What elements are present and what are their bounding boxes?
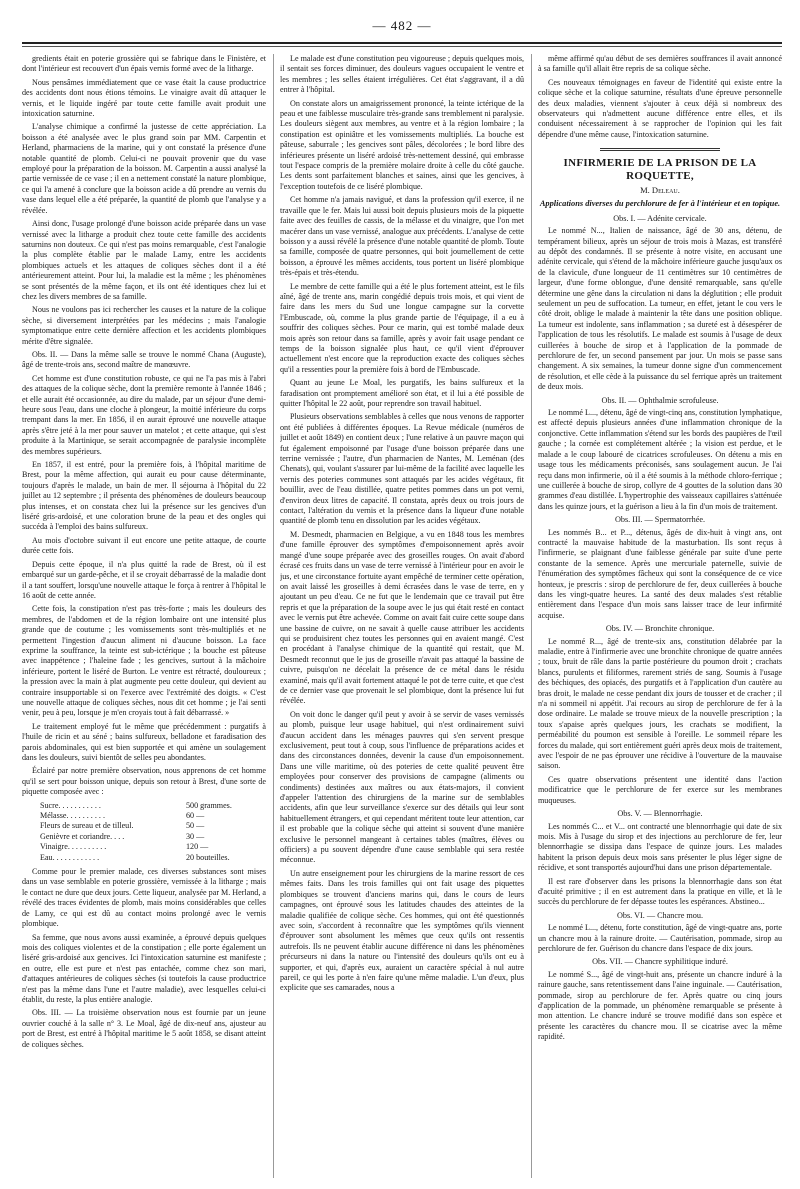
paragraph: On constate alors un amaigrissement prononcé, la teinte ictérique de la peau et une faiblesse musculaire très-grande sans tremblement ni paralysie. Les douleurs siègent aux membres, au ventre et à la région lombaire ; la constipation est opiniâtre et les vomissements multipliés. La bouche est pâteuse, saburrale ; les gencives sont pâles, décolorées ; le bord libre des inférieures présente un liséré ardoisé très-nettement dessiné, qui embrasse tout l'espace compris de la première molaire droite à celle du côté gauche. Les dents sont parfaitement blanches et saines, ainsi que les gencives, à l'exception toutefois de ce liséré plombique.	[280, 98, 524, 191]
paragraph: Quant au jeune Le Moal, les purgatifs, les bains sulfureux et la faradisation ont promptement amélioré son état, et il lui a été possible de quitter l'hôpital le 22 août, pour reprendre son travail habituel.	[280, 378, 524, 408]
observation-heading: Obs. VII. — Chancre syphilitique induré.	[592, 957, 728, 967]
paragraph: même affirmé qu'au début de ses dernières souffrances il avait annoncé à sa famille qu'il allait être repris de sa colique sèche.	[538, 54, 782, 74]
paragraph: Un autre enseignement pour les chirurgiens de la marine ressort de ces mêmes faits. Dans les trois familles qui ont fait usage des piquettes plombiques se trouvent d'anciens marins qui, dans le cours de leurs campagnes, ont éprouvé sous les latitudes chaudes des atteintes de la maladie qualifiée de colique sèche. Ces hommes, qui ont été questionnés avec soin, s'accordent à reconnaître que les symptômes qu'ils viennent d'éprouver sont absolument les mêmes que ceux qu'ils ont ressentis autrefois. Ils ne peuvent établir aucune différence ni dans les phénomènes précurseurs ni dans la nature ou l'intensité des douleurs qu'ils ont eu à supporter, et qui, d'après eux, auraient un caractère spécial à nul autre pareil, ce qui les porte à n'en faire qu'une même maladie. L'un d'eux, plus explicite que ses camarades, nous a	[280, 868, 524, 993]
paragraph: Plusieurs observations semblables à celles que nous venons de rapporter ont été publiées à différentes époques. La Revue médicale (numéros de juillet et août 1849) en contient deux ; l'une relative à un pauvre maçon qui fut également empoisonné par l'usage d'une boisson préparée dans une terrine vernissée ; l'autre, d'un pharmacien de Nantes, M. Leménan (des Chenats), qui, voulant s'assurer par lui-même de la facilité avec laquelle les vernis des poteries communes sont attaqués par les acides végétaux, fit bouillir, avec de l'eau distillée, quatre petites pommes dans un pot verni, d'environ deux litres de capacité. Il constata, après deux ou trois jours de contact, l'altération du vernis et la présence dans la liqueur d'une notable quantité de plomb tenu en dissolution par les acides végétaux.	[280, 412, 524, 526]
article-title: INFIRMERIE DE LA PRISON DE LA ROQUETTE,	[563, 157, 757, 183]
paragraph: L'analyse chimique a confirmé la justesse de cette appréciation. La boisson a été analysée avec le plus grand soin par MM. Carpentin et Herland, pharmaciens de la marine, qui y ont constaté la présence d'une notable quantité de plomb. Celui-ci ne pouvait provenir que du vase employé pour la préparation de la boisson. M. Carpentin a aussi analysé la partie vernissée de ce vase ; il en a nettement constaté la nature plombique, ce qui l'a amené à conclure que la boisson acide a dû prendre au vernis du vase dans lequel elle a été préparée, la quantité de plomb que l'analyse y a révélée.	[22, 122, 266, 215]
recipe-row: Genièvre et coriandre. . . . 30 —	[40, 831, 205, 841]
paragraph: Il est rare d'observer dans les prisons la blennorrhagie dans son état d'acuité primitive ; il en est autrement dans la pratique en ville, et là le succès du perchlorure de fer dépasse toutes les espérances. Abstineo...	[538, 876, 782, 907]
paragraph: Le malade est d'une constitution peu vigoureuse ; depuis quelques mois, il sentait ses forces diminuer, des douleurs vagues occupaient le ventre et les membres ; les selles étaient irrégulières. Cet état s'aggravant, il a dû entrer à l'hôpital.	[280, 54, 524, 95]
paragraph: Ainsi donc, l'usage prolongé d'une boisson acide préparée dans un vase vernissé avec la litharge a produit chez toute cette famille des accidents saturnins non douteux. Ce qui n'est pas moins remarquable, c'est l'analogie la plus complète établie par le malade Lamy, entre les accidents plombiques actuels et les attaques de coliques sèches dont il a été antérieurement atteint. Pour lui, la maladie est la même ; les phénomènes se sont présentés de la même façon, et ils ont été identiques chez lui et chez les divers membres de sa famille.	[22, 219, 266, 301]
recipe-row: Sucre. . . . . . . . . . . 500 grammes.	[40, 800, 232, 810]
paragraph: Ces nouveaux témoignages en faveur de l'identité qui existe entre la colique sèche et la colique saturnine, résultats d'une épreuve personnelle des deux maladies, viennent s'ajouter à ceux déjà si nombreux des observateurs qui n'admettent aucune différence entre elles, et ils conduisent nécessairement à se rapprocher de l'opinion qui les fait dépendre d'une même cause, l'intoxication saturnine.	[538, 77, 782, 139]
paragraph: Le membre de cette famille qui a été le plus fortement atteint, est le fils aîné, âgé de trente ans, marin congédié depuis trois mois, et qui vient de faire dans les mers du Sud une longue campagne sur la corvette l'Embuscade, où, comme la plus grande partie de l'équipage, il a eu à souffrir des coliques sèches. Pour ce marin, qui est tombé malade deux mois après son retour dans sa famille, après y avoir fait usage pendant ce temps de la boisson signalée plus haut, ce qu'il vient d'éprouver actuellement n'est encore que la reproduction exacte des coliques sèches qu'il a ressenties pour la première fois à bord de l'Embuscade.	[280, 281, 524, 374]
observation-heading: Obs. II. — Ophthalmie scrofuleuse.	[601, 395, 719, 405]
observation-heading: Obs. IV. — Bronchite chronique.	[605, 624, 715, 634]
observation-paragraph: Obs. II. — Dans la même salle se trouve le nommé Chana (Auguste), âgé de trente-trois ans, second maître de manœuvre.	[22, 349, 266, 370]
column-right	[538, 54, 782, 1178]
paragraph: Éclairé par notre première observation, nous apprenons de cet homme qu'il se sert pour boisson unique, depuis son retour à Brest, d'une sorte de piquette composée avec :	[22, 766, 266, 797]
paragraph: Le traitement employé fut le même que précédemment : purgatifs à l'huile de ricin et au séné ; bains sulfureux, belladone et faradisation des parois abdominales, qui est bien supportée et qui amène un soulagement dans les douleurs, suivi bientôt de selles peu abondantes.	[22, 721, 266, 762]
column-divider	[531, 54, 532, 1178]
paragraph: Nous ne voulons pas ici rechercher les causes et la nature de la colique sèche, si diversement interprétées par les médecins ; mais l'analogie symptomatique entre cette dernière affection et les accidents plombiques mérite d'être signalée.	[22, 305, 266, 346]
section-divider	[600, 148, 720, 151]
recipe-row: Fleurs de sureau et de tilleul. 50 —	[40, 821, 205, 831]
text-columns	[22, 54, 782, 1178]
column-middle	[280, 54, 524, 1178]
observation-heading: Obs. VI. — Chancre mou.	[616, 910, 704, 920]
header-rule-thin	[22, 46, 782, 47]
paragraph: gredients était en poterie grossière qui se fabrique dans le Finistère, et dont l'intérieur est recouvert d'un épais vernis formé avec de la litharge.	[22, 54, 266, 74]
paragraph: M. Desmedt, pharmacien en Belgique, a vu en 1848 tous les membres d'une famille éprouver des symptômes d'empoisonnement après avoir mangé d'une soupe préparée avec des groseilles rouges. On avait d'abord écrasé ces fruits dans un vase de terre vernissé à l'intérieur pour en avoir le jus, et une circonstance fortuite ayant empêché de terminer cette opération, on avait laissé les groseilles à demi écrasées dans le vase de terre, en y ajoutant un peu d'eau. Ce ne fut que le lendemain que ce travail put être repris et que la préparation de la soupe avec le jus qui était resté en contact avec le vernis put être achevée. Comme on avait fait cuire cette soupe dans une bassine de cuivre, on ne savait à quelle cause attribuer les accidents qui se produisirent chez toutes les personnes qui en avaient mangé. C'est en procédant à l'analyse chimique de la quantité qui restait, que M. Desmedt reconnut que le jus de groseille n'avait pas attaqué la bassine de cuivre, puisqu'on ne décelait la présence de ce métal dans le résidu examiné, mais qu'il avait fortement attaqué le pot de terre cuite, et que c'est de ce dernier vase que provenait le sel plombique, dont la présence lui fut révélée.	[280, 529, 524, 706]
observation-paragraph: Obs. III. — La troisième observation nous est fournie par un jeune ouvrier couché à la salle n° 3. Le Moal, âgé de dix-neuf ans, ajusteur au port de Brest, est entré à l'hôpital maritime le 5 août 1858, se disant atteint de coliques sèches.	[22, 1008, 266, 1049]
page-number: — 482 —	[372, 18, 432, 33]
paragraph: Nous pensâmes immédiatement que ce vase était la cause productrice des accidents dont nous étions témoins. Le vinaigre avait dû attaquer le vernis, et le liquide ingéré par toute cette famille avait produit une intoxication saturnine.	[22, 77, 266, 119]
article-author: M. Deleau.	[640, 185, 680, 196]
header-rule	[22, 42, 782, 44]
paragraph: Cet homme n'a jamais navigué, et dans la profession qu'il exerce, il ne travaille que le fer. Mais lui aussi boit depuis plusieurs mois de la piquette faite avec des feuilles de cassis, de la mélasse et du vinaigre, que l'on met macérer dans un vase vernissé, analogue aux précédents. L'analyse de cette boisson y a aussi révélé la présence d'une notable quantité de plomb. Toute sa famille, composée de quatre personnes, qui boit journellement de cette boisson, a éprouvé les mêmes accidents, tous portent un liséré plombique très-épais et très-étendu.	[280, 195, 524, 278]
observation-heading: Obs. V. — Blennorrhagie.	[617, 809, 703, 819]
paragraph: Cet homme est d'une constitution robuste, ce qui ne l'a pas mis à l'abri des attaques de la colique sèche, dont la première remonte à l'année 1846 ; et elle aurait été occasionnée, au dire du malade, par un séjour d'une demi-heure sous l'eau, dans une cloche à plongeur, la moitié inférieure du corps trempant dans la mer. En 1856, il en aurait éprouvé une nouvelle attaque après s'être jeté à la mer pour sauver un matelot ; et cette attaque, qui s'est produite à la Martinique, se serait accompagnée de paralysie incomplète des membres supérieurs.	[22, 373, 266, 456]
journal-page	[22, 18, 782, 1178]
paragraph: Depuis cette époque, il n'a plus quitté la rade de Brest, où il est embarqué sur un garde-pêche, et il se croyait débarrassé de la maladie dont il a tant souffert, lorsqu'une nouvelle attaque le força à rentrer à l'hôpital le 16 août de cette année.	[22, 559, 266, 600]
paragraph: Sa femme, que nous avons aussi examinée, a éprouvé depuis quelques mois des coliques violentes et de la constipation ; elle porte également un liséré gris-ardoisé aux gencives. Ici l'intoxication saturnine est manifeste ; en outre, elle est pure et n'est pas entachée, comme chez son mari, d'attaques antérieures de coliques sèches (si toutefois la cause productrice n'est pas la même dans l'une et l'autre maladie), avec lesquelles celui-ci établit, du reste, la plus entière analogie.	[22, 932, 266, 1004]
paragraph: Les nommés B... et P..., détenus, âgés de dix-huit à vingt ans, ont contracté la mauvaise habitude de la masturbation. Ils sont reçus à l'infirmerie, se plaignant d'une faiblesse générale par suite d'une perte constante de la semence. Après une mercuriale paternelle, suivie de l'énumération des symptômes fâcheux qui sont la conséquence de ce vice honteux, je prescris : sirop de perchlorure de fer, deux cuillerées à bouche dans les vingt-quatre heures. La santé des deux malades s'est rétablie entièrement dans l'espace d'un mois sans laisser trace de leur infirmité acquise.	[538, 527, 782, 620]
paragraph: Les nommés C... et V... ont contracté une blennorrhagie qui date de six mois. Mis à l'usage du sirop et des injections au perchlorure de fer, leur blennorrhagie se dissipa dans l'espace de quinze jours. Les malades habitent la prison depuis deux mois sans présenter le plus léger signe de récidive, et sont transportés aujourd'hui dans une prison départementale.	[538, 821, 782, 873]
paragraph: Le nommé L..., détenu, âgé de vingt-cinq ans, constitution lymphatique, est affecté depuis plusieurs années d'une inflammation chronique de la conjonctive. Cette inflammation s'étend sur les bords des paupières de l'œil gauche ; la cornée est complétement altérée ; la vision est perdue, et le malade a le coup labouré de cicatrices scrofuleuses. On détenu a mis en usage tous les médicaments préconisés, sans soulagement aucun. Je l'ai reçu dans mon infirmerie, où il a été soumis à la méthode chloro-ferrique ; une cuillerée à bouche de sirop, collyre de 4 gouttes de la solution dans 30 grammes d'eau distillée. L'hypertrophie des vaisseaux capillaires s'atténuée dans les quinze jours, et la guérison a lieu à la fin d'un mois de traitement.	[538, 408, 782, 511]
column-divider	[273, 54, 274, 1178]
recipe-row: Eau. . . . . . . . . . . . 20 bouteilles.	[40, 852, 230, 862]
recipe-row: Mélasse. . . . . . . . . . 60 —	[40, 811, 205, 821]
paragraph: Le nommé S..., âgé de vingt-huit ans, présente un chancre induré à la rainure gauche, sans retentissement dans l'aine inguinale. — Cautérisation, pommade, sirop au perchlorure de fer. Après quatre ou cinq jours d'application de la pommade, un phénomène remarquable se présente à mon attention. Le chancre induré se trouve modifié dans son espèce et présente les caractères du chancre mou. Il se cicatrise avec la même rapidité.	[538, 969, 782, 1042]
recipe-list	[40, 801, 266, 863]
observation-heading: Obs. I. — Adénite cervicale.	[613, 213, 707, 223]
paragraph: On voit donc le danger qu'il peut y avoir à se servir de vases vernissés au plomb, puisque leur usage habituel, qui n'est ordinairement suivi d'aucun accident dans les ménages pauvres qui s'en servent presque exclusivement, peut tout à coup, sous l'influence de préparations acides et dans des circonstances données, devenir la cause d'un empoisonnement. Dans une ville maritime, où des poteries de cette qualité peuvent être employées pour conserver des provisions de campagne (aliments ou condiments) destinées aux maîtres ou aux états-majors, il convient d'appeler l'attention des chirurgiens de la marine sur de semblables accidents, afin que leur surveillance s'exerce sur des détails qui leur sont habituellement étrangers, et qui cependant méritent toute leur attention, car il est probable que la colique sèche qui atteint si souvent d'une manière exclusive le personnel mangeant à certaines tables (maîtres, élèves ou officiers) a pu souvent dépendre d'une cause semblable qui sera restée méconnue.	[280, 709, 524, 865]
paragraph: Au mois d'octobre suivant il eut encore une petite attaque, de courte durée cette fois.	[22, 535, 266, 556]
observation-heading: Obs. III. — Spermatorrhée.	[614, 515, 706, 525]
paragraph: Le nommé R..., âgé de trente-six ans, constitution délabrée par la maladie, entre à l'infirmerie avec une bronchite chronique de quatre années ; toux, bruit de râle dans la partie postérieure du poumon droit ; crachats blancs, purulents et filiformes, rarement striés de sang. Soumis à l'usage des béchiques, des opiacés, des purgatifs et à l'application d'un cautère au bras droit, le malade ne cesse pendant dix jours de tousser et de cracher ; il n'a ni sommeil ni appétit. J'ai recours au sirop de perchlorure de fer à la dose ordinaire. Le malade se trouve mieux de la nouvelle prescription ; la toux s'apaise après quelques jours, les crachats se modifient, la perméabilité du poumon est sensible à l'oreille. Le sommeil répare les forces du malade, qui sort entièrement guéri après deux mois de traitement, avec l'espoir de ne pas éprouver une récidive à l'ouverture de la mauvaise saison.	[538, 636, 782, 771]
recipe-row: Vinaigre. . . . . . . . . . 120 —	[40, 842, 209, 852]
paragraph: En 1857, il est entré, pour la première fois, à l'hôpital maritime de Brest, pour la même affection, qui aurait eu pour cause déterminante, toujours d'après le malade, un bain de mer. Il séjourna à l'hôpital du 22 juillet au 12 septembre ; il présenta des phénomènes de douleurs beaucoup plus intenses, et on constata chez lui la présence sur les gencives d'un liséré gris-ardoisé, et une coloration brune de la peau et des ongles qui succéda à l'emploi des bains sulfureux.	[22, 460, 266, 532]
paragraph: Ces quatre observations présentent une identité dans l'action modificatrice que le perchlorure de fer exerce sur les membranes muqueuses.	[538, 774, 782, 805]
paragraph: Le nommé N..., Italien de naissance, âgé de 30 ans, détenu, de tempérament bilieux, après un séjour de trois mois à Mazas, est transféré au dépôt des condamnés. Il se présente à notre visite, en accusant une adénite cervicale, qui s'étend de la mâchoire inférieure gauche jusqu'aux os de la clavicule, d'une longueur de 11 centimètres sur 10 centimètres de largeur, d'une forme oblongue, d'une densité remarquable, sans qu'elle détermine une gêne dans la circulation ni dans la déglutition ; elle produit seulement un peu de suffocation. La tumeur, en effet, jetant le cou vers le côté droit, oblige le malade à maintenir la tête dans une position oblique. La tumeur est indolente, sans inflammation ; sa dureté est à désespérer de l'application de tous les résolutifs. Le malade est soumis à l'usage de deux cuillerées à bouche de sirop et à l'application de la pommade de perchlorure de fer, un second pansement par jour. Un mois se passe sans changement. A six semaines, la tumeur donne signe d'un commencement de résolution, et elle cède à la puissance du sel ferrique après un traitement de deux mois.	[538, 226, 782, 392]
article-subtitle: Applications diverses du perchlorure de fer à l'intérieur et en topique.	[539, 199, 781, 209]
paragraph: Comme pour le premier malade, ces diverses substances sont mises dans un vase semblable en poterie grossière, vernissée à la litharge ; mais le contact ne dure que deux jours. Cette liqueur, analysée par M. Herland, a révélé des traces évidentes de plomb, mais moins considérables que celles de Lamy, ce qui est dû au contact moins prolongé avec le vernis plombique.	[22, 867, 266, 929]
paragraph: Le nommé L..., détenu, forte constitution, âgé de vingt-quatre ans, porte un chancre mou à la rainure droite. — Cautérisation, pommade, sirop au perchlorure de fer. Guérison du chancre dans l'espace de dix jours.	[538, 923, 782, 953]
column-left	[22, 54, 266, 1178]
paragraph: Cette fois, la constipation n'est pas très-forte ; mais les douleurs des membres, de l'abdomen et de la région lombaire ont une intensité plus grande que de coutume ; les vomissements sont très-multipliés et ne permettent l'ingestion d'aucun aliment ni d'aucune boisson. La face exprime la souffrance, la teinte est sub-ictérique ; la bouche est pâteuse avec inappétence ; l'haleine fade ; les gencives, surtout à la mâchoire inférieure, portent le liséré de Burton. Le ventre est rétracté, douloureux ; la pression avec la main à plat augmente peu cette douleur, qui devient au contraire insupportable si on l'exerce avec l'extrémité des doigts. « C'est une nouvelle attaque de coliques sèches, nous dit cet homme ; je l'ai senti venir, peu à peu, lorsque je m'en croyais tout à fait débarrassé. »	[22, 604, 266, 718]
